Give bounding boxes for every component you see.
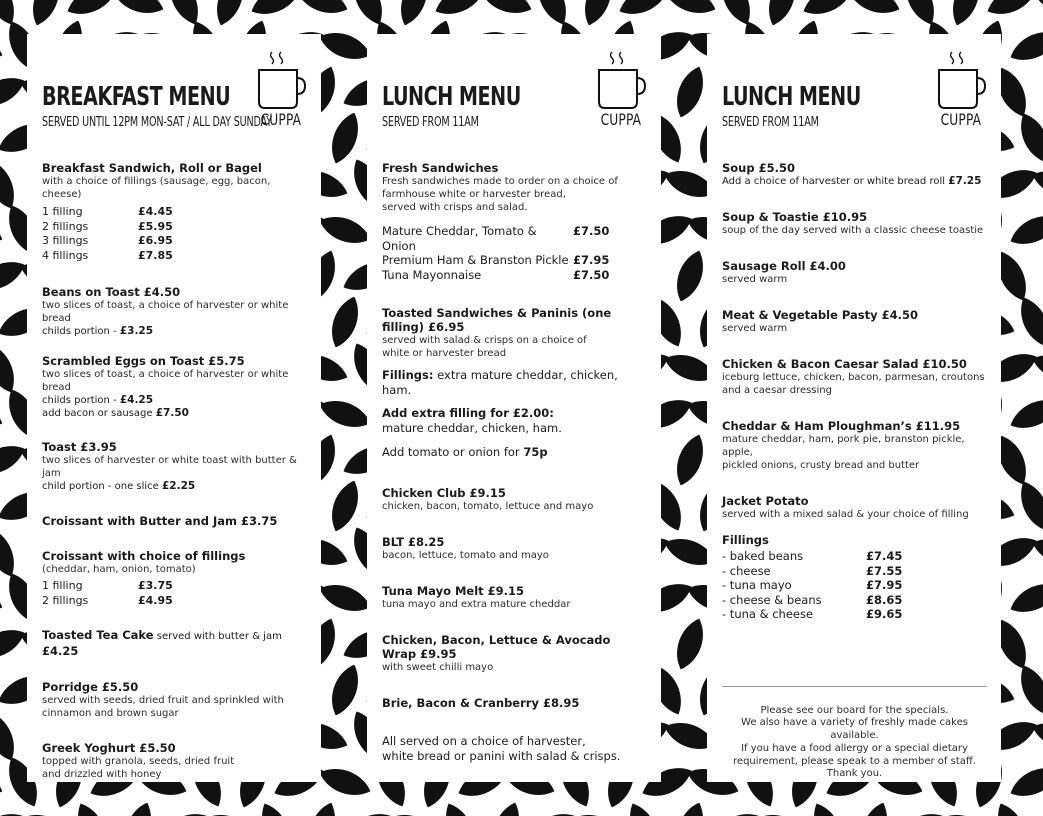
leaf-shape (1006, 24, 1043, 67)
item-description: served warm (722, 323, 788, 334)
item-name: Porridge £5.50 (42, 680, 139, 694)
leaf-shape (486, 799, 526, 816)
coffee-cup-icon (935, 48, 987, 110)
menu-title: LUNCH MENU (722, 82, 861, 112)
leaf-shape (0, 806, 29, 816)
leaf-shape (937, 808, 995, 816)
leaf-shape (316, 394, 374, 434)
item-description: soup of the day served with a classic cheese toastie (722, 225, 984, 236)
leaf-shape (0, 578, 6, 618)
item-name: Fresh Sandwiches (382, 161, 499, 175)
menu-item-blt (382, 535, 647, 562)
item-name: Chicken Club £9.15 (382, 486, 506, 500)
leaf-shape (0, 254, 29, 297)
leaf-shape (990, 799, 1033, 816)
item-description: with sweet chilli mayo (382, 662, 494, 673)
leaf-shape (1029, 164, 1043, 204)
price-option: - tuna & cheese £9.65 (722, 607, 903, 621)
leaf-shape (0, 523, 22, 581)
item-name: Breakfast Sandwich, Roll or Bagel (42, 161, 262, 175)
menu-item-croissant-fillings (42, 549, 307, 608)
price-option: Mature Cheddar, Tomato & Onion £7.50 (382, 224, 610, 253)
leaf-shape (670, 247, 710, 305)
menu-item-sausage-roll (722, 259, 987, 286)
item-description: tuna mayo and extra mature cheddar (382, 599, 571, 610)
leaf-shape (983, 0, 1041, 22)
leaf-shape (254, 799, 297, 816)
leaf-shape (118, 799, 158, 816)
logo-text: CUPPA (260, 110, 302, 129)
menu-item-toasted-sandwiches (382, 306, 647, 360)
item-name: Scrambled Eggs on Toast £5.75 (42, 354, 245, 368)
leaf-shape (210, 0, 250, 29)
item-description: farmhouse white or harvester bread, (382, 189, 566, 200)
item-description: served with salad & crisps on a choice of (382, 335, 587, 346)
leaf-shape (753, 808, 811, 816)
lunch-menu-panel-1 (367, 34, 661, 782)
leaf-shape (0, 70, 29, 113)
leaf-shape (0, 26, 6, 66)
menu-item-soup (722, 161, 987, 188)
item-description: served with butter & jam (153, 631, 282, 642)
menu-item-chicken-club (382, 486, 647, 513)
price-option: Tuna Mayonnaise £7.50 (382, 267, 610, 282)
item-name: Chicken, Bacon, Lettuce & Avocado Wrap £9.95 (382, 633, 611, 661)
leaf-shape (109, 0, 167, 20)
leaf-shape (670, 63, 710, 121)
item-description: topped with granola, seeds, dried fruit (42, 756, 235, 767)
menu-title: BREAKFAST MENU (42, 82, 231, 112)
menu-item-fresh-sandwiches (382, 161, 647, 282)
leaf-shape (1013, 477, 1043, 535)
leaf-shape (325, 293, 365, 351)
menu-item-greek-yoghurt (42, 741, 307, 781)
menu-item-ploughmans (722, 419, 987, 472)
coffee-cup-icon (255, 48, 307, 110)
leaf-shape (1038, 247, 1043, 305)
item-name: Croissant with choice of fillings (42, 549, 246, 563)
leaf-shape (0, 762, 6, 802)
price-option: 1 filling £4.45 (42, 205, 173, 218)
leaf-shape (1013, 661, 1043, 719)
item-description: Fresh sandwiches made to order on a choice of (382, 176, 618, 187)
specials-footer: Please see our board for the specials. We also have a variety of freshly made cakes available. If you have a food allergy or a special dietary requirement, please speak to a member of staff. Thank you. (733, 704, 976, 780)
menu-subtitle: SERVED FROM 11AM (382, 115, 479, 130)
leaf-shape (339, 806, 397, 816)
leaf-shape (854, 799, 894, 816)
item-price: £4.25 (42, 644, 79, 658)
leaf-shape (578, 0, 618, 29)
menu-item-croissant (42, 514, 307, 528)
item-description: Add a choice of harvester or white bread roll £7.25 (722, 175, 982, 187)
leaf-shape (477, 0, 535, 20)
leaf-shape (431, 0, 489, 22)
child-portion: childs portion - £4.25 (42, 394, 154, 406)
menu-header (722, 44, 987, 141)
leaf-shape (845, 0, 903, 20)
menu-item-pasty (722, 308, 987, 335)
menu-item-tea-cake (42, 628, 307, 658)
item-description: and drizzled with honey (42, 769, 162, 780)
leaf-shape (325, 477, 365, 535)
menu-item-breakfast-sandwich (42, 161, 307, 263)
fillings-line: Fillings: extra mature cheddar, chicken, ham. (382, 368, 618, 397)
menu-item-toast (42, 440, 307, 493)
price-option: 3 fillings £6.95 (42, 234, 173, 247)
leaf-shape (316, 26, 374, 66)
leaf-shape (0, 210, 6, 250)
lunch-menu-panel-2 (707, 34, 1001, 782)
menu-header (382, 44, 647, 141)
leaf-shape (762, 0, 802, 29)
item-description: two slices of toast, a choice of harvester or white bread (42, 300, 289, 324)
menu-item-brie (382, 696, 647, 710)
breakfast-menu-panel (27, 34, 321, 782)
leaf-shape (615, 0, 673, 22)
leaf-shape (670, 799, 710, 816)
item-description: bacon, lettuce, tomato and mayo (382, 550, 549, 561)
leaf-shape (707, 806, 765, 816)
item-description: white or harvester bread (382, 348, 507, 359)
cuppa-logo (255, 48, 307, 129)
item-description: two slices of toast, a choice of harvester or white bread (42, 369, 289, 393)
child-portion: childs portion - £3.25 (42, 325, 154, 337)
item-description: served with a mixed salad & your choice of filling (722, 509, 969, 520)
leaf-shape (1013, 293, 1043, 351)
item-name: Tuna Mayo Melt £9.15 (382, 584, 525, 598)
item-description: with a choice of fillings (sausage, egg, bacon, cheese) (42, 176, 271, 200)
leaf-shape (325, 109, 365, 167)
leaf-shape (523, 806, 581, 816)
item-name: Chicken & Bacon Caesar Salad £10.50 (722, 357, 967, 371)
leaf-shape (569, 808, 627, 816)
leaf-shape (806, 799, 849, 816)
addon: add bacon or sausage £7.50 (42, 407, 189, 419)
item-name: Meat & Vegetable Pasty £4.50 (722, 308, 918, 322)
menu-item-tuna-mayo-melt (382, 584, 647, 611)
leaf-shape (70, 799, 113, 816)
item-name: BLT £8.25 (382, 535, 445, 549)
price-option: - cheese £7.55 (722, 563, 903, 578)
item-name: Soup & Toastie £10.95 (722, 210, 868, 224)
add-tomato-line: Add tomato or onion for 75p (382, 445, 548, 459)
menu-item-beans-on-toast (42, 285, 307, 338)
leaf-shape (670, 431, 710, 489)
menu-item-caesar-salad (722, 357, 987, 397)
item-name: Toasted Sandwiches & Paninis (one filling) £6.95 (382, 306, 612, 334)
leaf-shape (1038, 799, 1043, 816)
menu-item-soup-toastie (722, 210, 987, 237)
leaf-shape (622, 799, 665, 816)
leaf-shape (891, 806, 949, 816)
jacket-potato-fillings (722, 533, 987, 622)
item-description: iceburg lettuce, chicken, bacon, parmesan, croutons (722, 372, 985, 383)
leaf-shape (316, 762, 374, 802)
menu-subtitle: SERVED UNTIL 12PM MON-SAT / ALL DAY SUNDAY (42, 115, 272, 130)
leaf-shape (17, 808, 75, 816)
leaf-shape (438, 799, 481, 816)
leaf-shape (1029, 532, 1043, 572)
leaf-shape (316, 210, 374, 250)
price-option: - tuna mayo £7.95 (722, 578, 903, 592)
item-name: Soup £5.50 (722, 161, 795, 175)
leaf-shape (1038, 63, 1043, 121)
item-description: served with crisps and salad. (382, 202, 528, 213)
leaf-shape (799, 0, 857, 22)
menu-item-porridge (42, 680, 307, 720)
leaf-shape (1029, 716, 1043, 756)
coffee-cup-icon (595, 48, 647, 110)
item-name: Sausage Roll £4.00 (722, 259, 846, 273)
leaf-shape (1006, 208, 1043, 251)
menu-item-jacket-potato (722, 494, 987, 521)
menu-header (42, 44, 307, 141)
item-description: pickled onions, crusty bread and butter (722, 460, 920, 471)
leaf-shape (26, 0, 66, 29)
leaf-shape (325, 661, 365, 719)
leaf-shape (1006, 576, 1043, 619)
item-name: Toast £3.95 (42, 440, 117, 454)
logo-text: CUPPA (600, 110, 642, 129)
leaf-shape (293, 0, 351, 20)
leaf-shape (1013, 109, 1043, 167)
item-description: (cheddar, ham, onion, tomato) (42, 564, 196, 575)
menu-title: LUNCH MENU (382, 82, 521, 112)
cuppa-logo (595, 48, 647, 129)
item-description: served with seeds, dried fruit and sprinkled with (42, 695, 284, 706)
leaf-shape (155, 806, 213, 816)
menu-subtitle: SERVED FROM 11AM (722, 115, 819, 130)
item-description: two slices of harvester or white toast with butter & jam (42, 455, 297, 479)
leaf-shape (394, 0, 434, 29)
item-description: served warm (722, 274, 788, 285)
divider (722, 686, 987, 687)
item-name: Greek Yoghurt £5.50 (42, 741, 176, 755)
item-description: chicken, bacon, tomato, lettuce and mayo (382, 501, 594, 512)
item-description: cinnamon and brown sugar (42, 708, 179, 719)
logo-text: CUPPA (940, 110, 982, 129)
leaf-shape (0, 622, 29, 665)
leaf-shape (1006, 392, 1043, 435)
price-option: - cheese & beans £8.65 (722, 592, 903, 607)
price-option: 4 fillings £7.85 (42, 248, 173, 262)
leaf-shape (0, 707, 22, 765)
leaf-shape (0, 339, 22, 397)
leaf-shape (385, 808, 443, 816)
leaf-shape (63, 0, 121, 22)
item-name: Croissant with Butter and Jam £3.75 (42, 514, 278, 528)
leaf-shape (1029, 0, 1043, 20)
extra-filling: Add extra filling for £2.00: mature cheddar, chicken, ham. (382, 406, 562, 435)
leaf-shape (0, 155, 22, 213)
item-name: Toasted Tea Cake (42, 628, 154, 642)
item-name: Fillings (722, 533, 769, 547)
cuppa-logo (935, 48, 987, 129)
item-name: Brie, Bacon & Cranberry £8.95 (382, 696, 580, 710)
leaf-shape (201, 808, 259, 816)
item-name: Cheddar & Ham Ploughman’s £11.95 (722, 419, 961, 433)
leaf-shape (1038, 615, 1043, 673)
leaf-shape (1038, 431, 1043, 489)
item-description: mature cheddar, ham, pork pie, branston pickle, apple, (722, 434, 965, 458)
price-option: Premium Ham & Branston Pickle £7.95 (382, 253, 610, 267)
menu-item-scrambled-eggs (42, 354, 307, 420)
leaf-shape (0, 438, 29, 481)
item-name: Beans on Toast £4.50 (42, 285, 181, 299)
leaf-shape (316, 578, 374, 618)
leaf-shape (670, 615, 710, 673)
lunch-footer: All served on a choice of harvester, white bread or panini with salad & crisps. (382, 734, 621, 763)
price-option: 2 fillings £4.95 (42, 593, 173, 607)
menu-item-wrap (382, 633, 647, 674)
leaf-shape (661, 0, 719, 20)
price-option: 1 filling £3.75 (42, 579, 173, 592)
leaf-shape (1029, 348, 1043, 388)
item-description: and a caesar dressing (722, 385, 832, 396)
child-portion: child portion - one slice £2.25 (42, 480, 196, 492)
leaf-shape (0, 394, 6, 434)
price-option: - baked beans £7.45 (722, 549, 903, 563)
leaf-shape (946, 0, 986, 29)
price-option: 2 fillings £5.95 (42, 219, 173, 233)
leaf-shape (302, 799, 342, 816)
leaf-shape (1006, 760, 1043, 803)
item-name: Jacket Potato (722, 494, 809, 508)
leaf-shape (247, 0, 305, 22)
